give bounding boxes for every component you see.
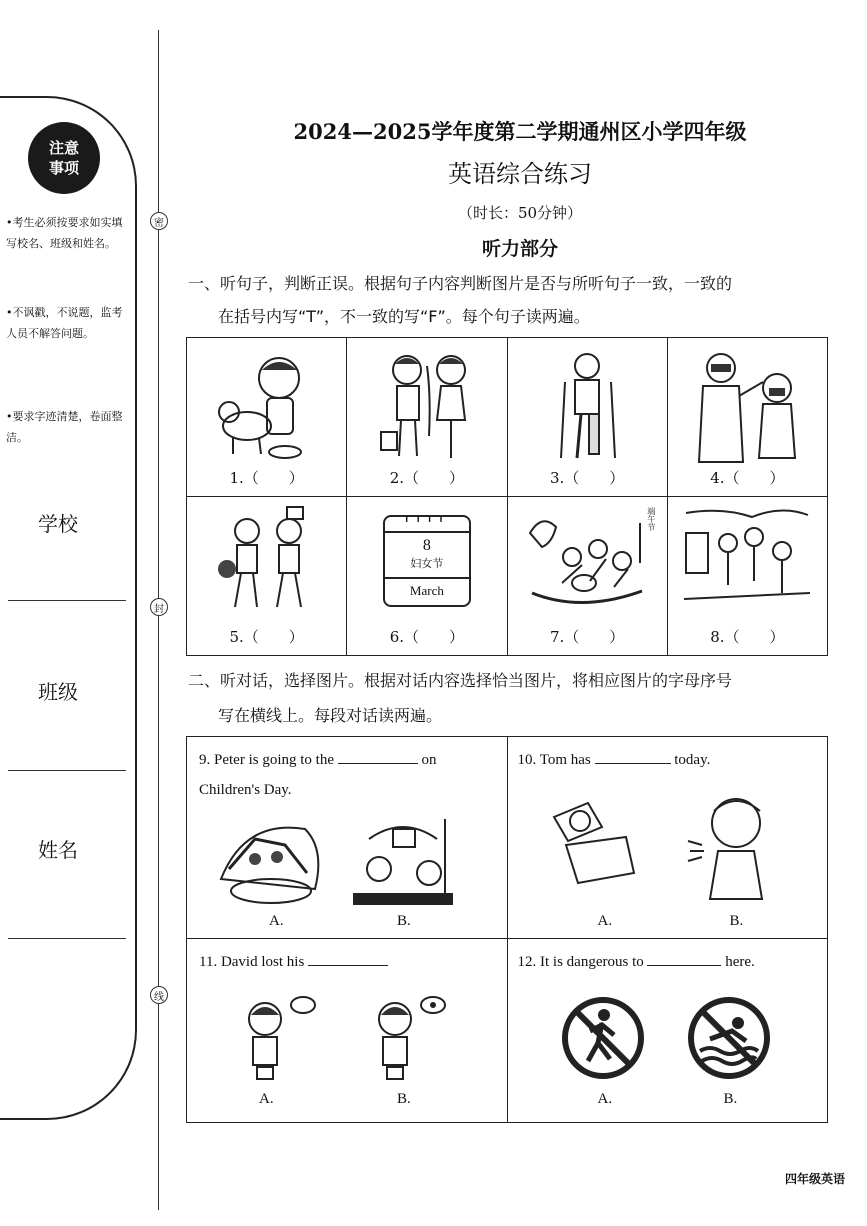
calendar-month: March <box>385 577 469 599</box>
item-7-label[interactable]: 7.（ ） <box>549 628 625 646</box>
picture-cell-8 <box>668 497 828 656</box>
q9-option-a[interactable]: A. <box>269 913 284 929</box>
q12-option-b[interactable]: B. <box>723 1091 738 1107</box>
q11-option-b[interactable]: B. <box>397 1091 411 1107</box>
field-name-label: 姓名 <box>38 838 78 862</box>
field-school-line[interactable] <box>8 600 126 601</box>
q12-text-b: here. <box>725 954 755 970</box>
dragon-boat-icon <box>522 503 652 615</box>
item-3-label[interactable]: 3.（ ） <box>549 469 625 487</box>
cut-mark-2: 封 <box>150 598 168 616</box>
field-name-line[interactable] <box>8 938 126 939</box>
q10-text-a: 10. Tom has <box>517 752 591 768</box>
picture-cell-3 <box>508 338 668 497</box>
calendar-icon: ╹╹╹╹ 8 妇女节 March <box>383 515 471 607</box>
q12-option-a[interactable]: A. <box>597 1091 613 1107</box>
cut-mark-1: 密 <box>150 212 168 230</box>
item-5-label[interactable]: 5.（ ） <box>229 628 304 646</box>
part1-instruction-1: 一、听句子，判断正误。根据句子内容判断图片是否与所听句子一致，一致的 <box>188 274 733 293</box>
part1-instruction-2: 在括号内写“T”，不一致的写“F”。每个句子读两遍。 <box>218 307 590 326</box>
school-outing-icon <box>682 503 812 615</box>
exam-duration: （时长：50分钟） <box>457 204 583 222</box>
sick-in-bed-icon <box>548 797 638 887</box>
notice-seal <box>28 122 100 194</box>
field-class-line[interactable] <box>8 770 126 771</box>
kids-planting-icon <box>367 346 487 466</box>
part2-instruction-1: 二、听对话，选择图片。根据对话内容选择恰当图片，将相应图片的字母序号 <box>188 671 733 690</box>
question-9 <box>187 737 508 939</box>
picture-cell-4 <box>668 338 828 497</box>
boy-thinking-ticket-icon <box>237 991 317 1083</box>
part2-instruction-2: 写在横线上。每段对话读两遍。 <box>218 706 443 725</box>
notice-1: •考生必须按要求如实填写校名、班级和姓名。 <box>6 216 123 250</box>
boy-thinking-key-icon <box>367 991 447 1083</box>
field-class-label: 班级 <box>38 680 78 704</box>
question-10 <box>508 737 829 939</box>
doctor-checking-icon <box>687 346 807 466</box>
page-footer: 四年级英语 <box>784 1172 845 1186</box>
picture-cell-7 <box>508 497 668 656</box>
field-school-label: 学校 <box>38 512 78 536</box>
seal-text-2: 事项 <box>48 159 79 177</box>
item-6-label[interactable]: 6.（ ） <box>389 628 465 646</box>
q10-answer-blank[interactable] <box>595 763 671 764</box>
question-12 <box>508 939 829 1123</box>
seal-text-1: 注意 <box>48 139 79 157</box>
q11-answer-blank[interactable] <box>308 965 388 966</box>
q10-option-b[interactable]: B. <box>729 913 744 929</box>
coughing-boy-icon <box>684 781 784 901</box>
exam-title: 2024—2025学年度第二学期通州区小学四年级 <box>293 119 747 144</box>
q9-text-b: on <box>421 752 437 768</box>
q10-option-a[interactable]: A. <box>597 913 613 929</box>
notice-3: •要求字迹清楚，卷面整洁。 <box>6 410 123 444</box>
zoo-stage-icon <box>349 809 459 909</box>
no-swimming-sign-icon <box>686 995 772 1081</box>
calendar-holiday: 妇女节 <box>410 557 444 570</box>
cut-line <box>158 30 159 1210</box>
part2-question-grid <box>186 736 828 1123</box>
item-2-label[interactable]: 2.（ ） <box>389 469 465 487</box>
boy-with-dog-icon <box>207 346 327 466</box>
q12-answer-blank[interactable] <box>647 965 721 966</box>
q12-text-a: 12. It is dangerous to <box>517 954 644 970</box>
item-1-label[interactable]: 1.（ ） <box>229 469 304 487</box>
notice-2: •不讽戳，不说题，监考人员不解答问题。 <box>6 306 123 340</box>
q9-text-c: Children's Day. <box>199 782 292 798</box>
person-on-crutches-icon <box>527 346 647 466</box>
picture-cell-6 <box>347 497 507 656</box>
amusement-ride-icon <box>215 809 325 909</box>
calendar-day: 8 <box>422 537 431 554</box>
festival-sign: 端午节 <box>646 507 656 531</box>
question-11 <box>187 939 508 1123</box>
kids-basketball-icon <box>207 503 327 615</box>
exam-subtitle: 英语综合练习 <box>448 160 592 188</box>
q10-text-b: today. <box>674 752 711 768</box>
cut-mark-3: 线 <box>150 986 168 1004</box>
picture-cell-1 <box>187 338 347 497</box>
section-heading: 听力部分 <box>481 238 558 260</box>
part1-picture-grid <box>186 337 828 656</box>
q9-answer-blank[interactable] <box>338 763 418 764</box>
q9-option-b[interactable]: B. <box>397 913 411 929</box>
item-8-label[interactable]: 8.（ ） <box>710 628 785 646</box>
picture-cell-2 <box>347 338 507 497</box>
item-4-label[interactable]: 4.（ ） <box>710 469 785 487</box>
q11-option-a[interactable]: A. <box>259 1091 274 1107</box>
q9-text-a: 9. Peter is going to the <box>199 752 334 768</box>
q11-text-a: 11. David lost his <box>199 954 305 970</box>
picture-cell-5 <box>187 497 347 656</box>
no-walking-sign-icon <box>560 995 646 1081</box>
